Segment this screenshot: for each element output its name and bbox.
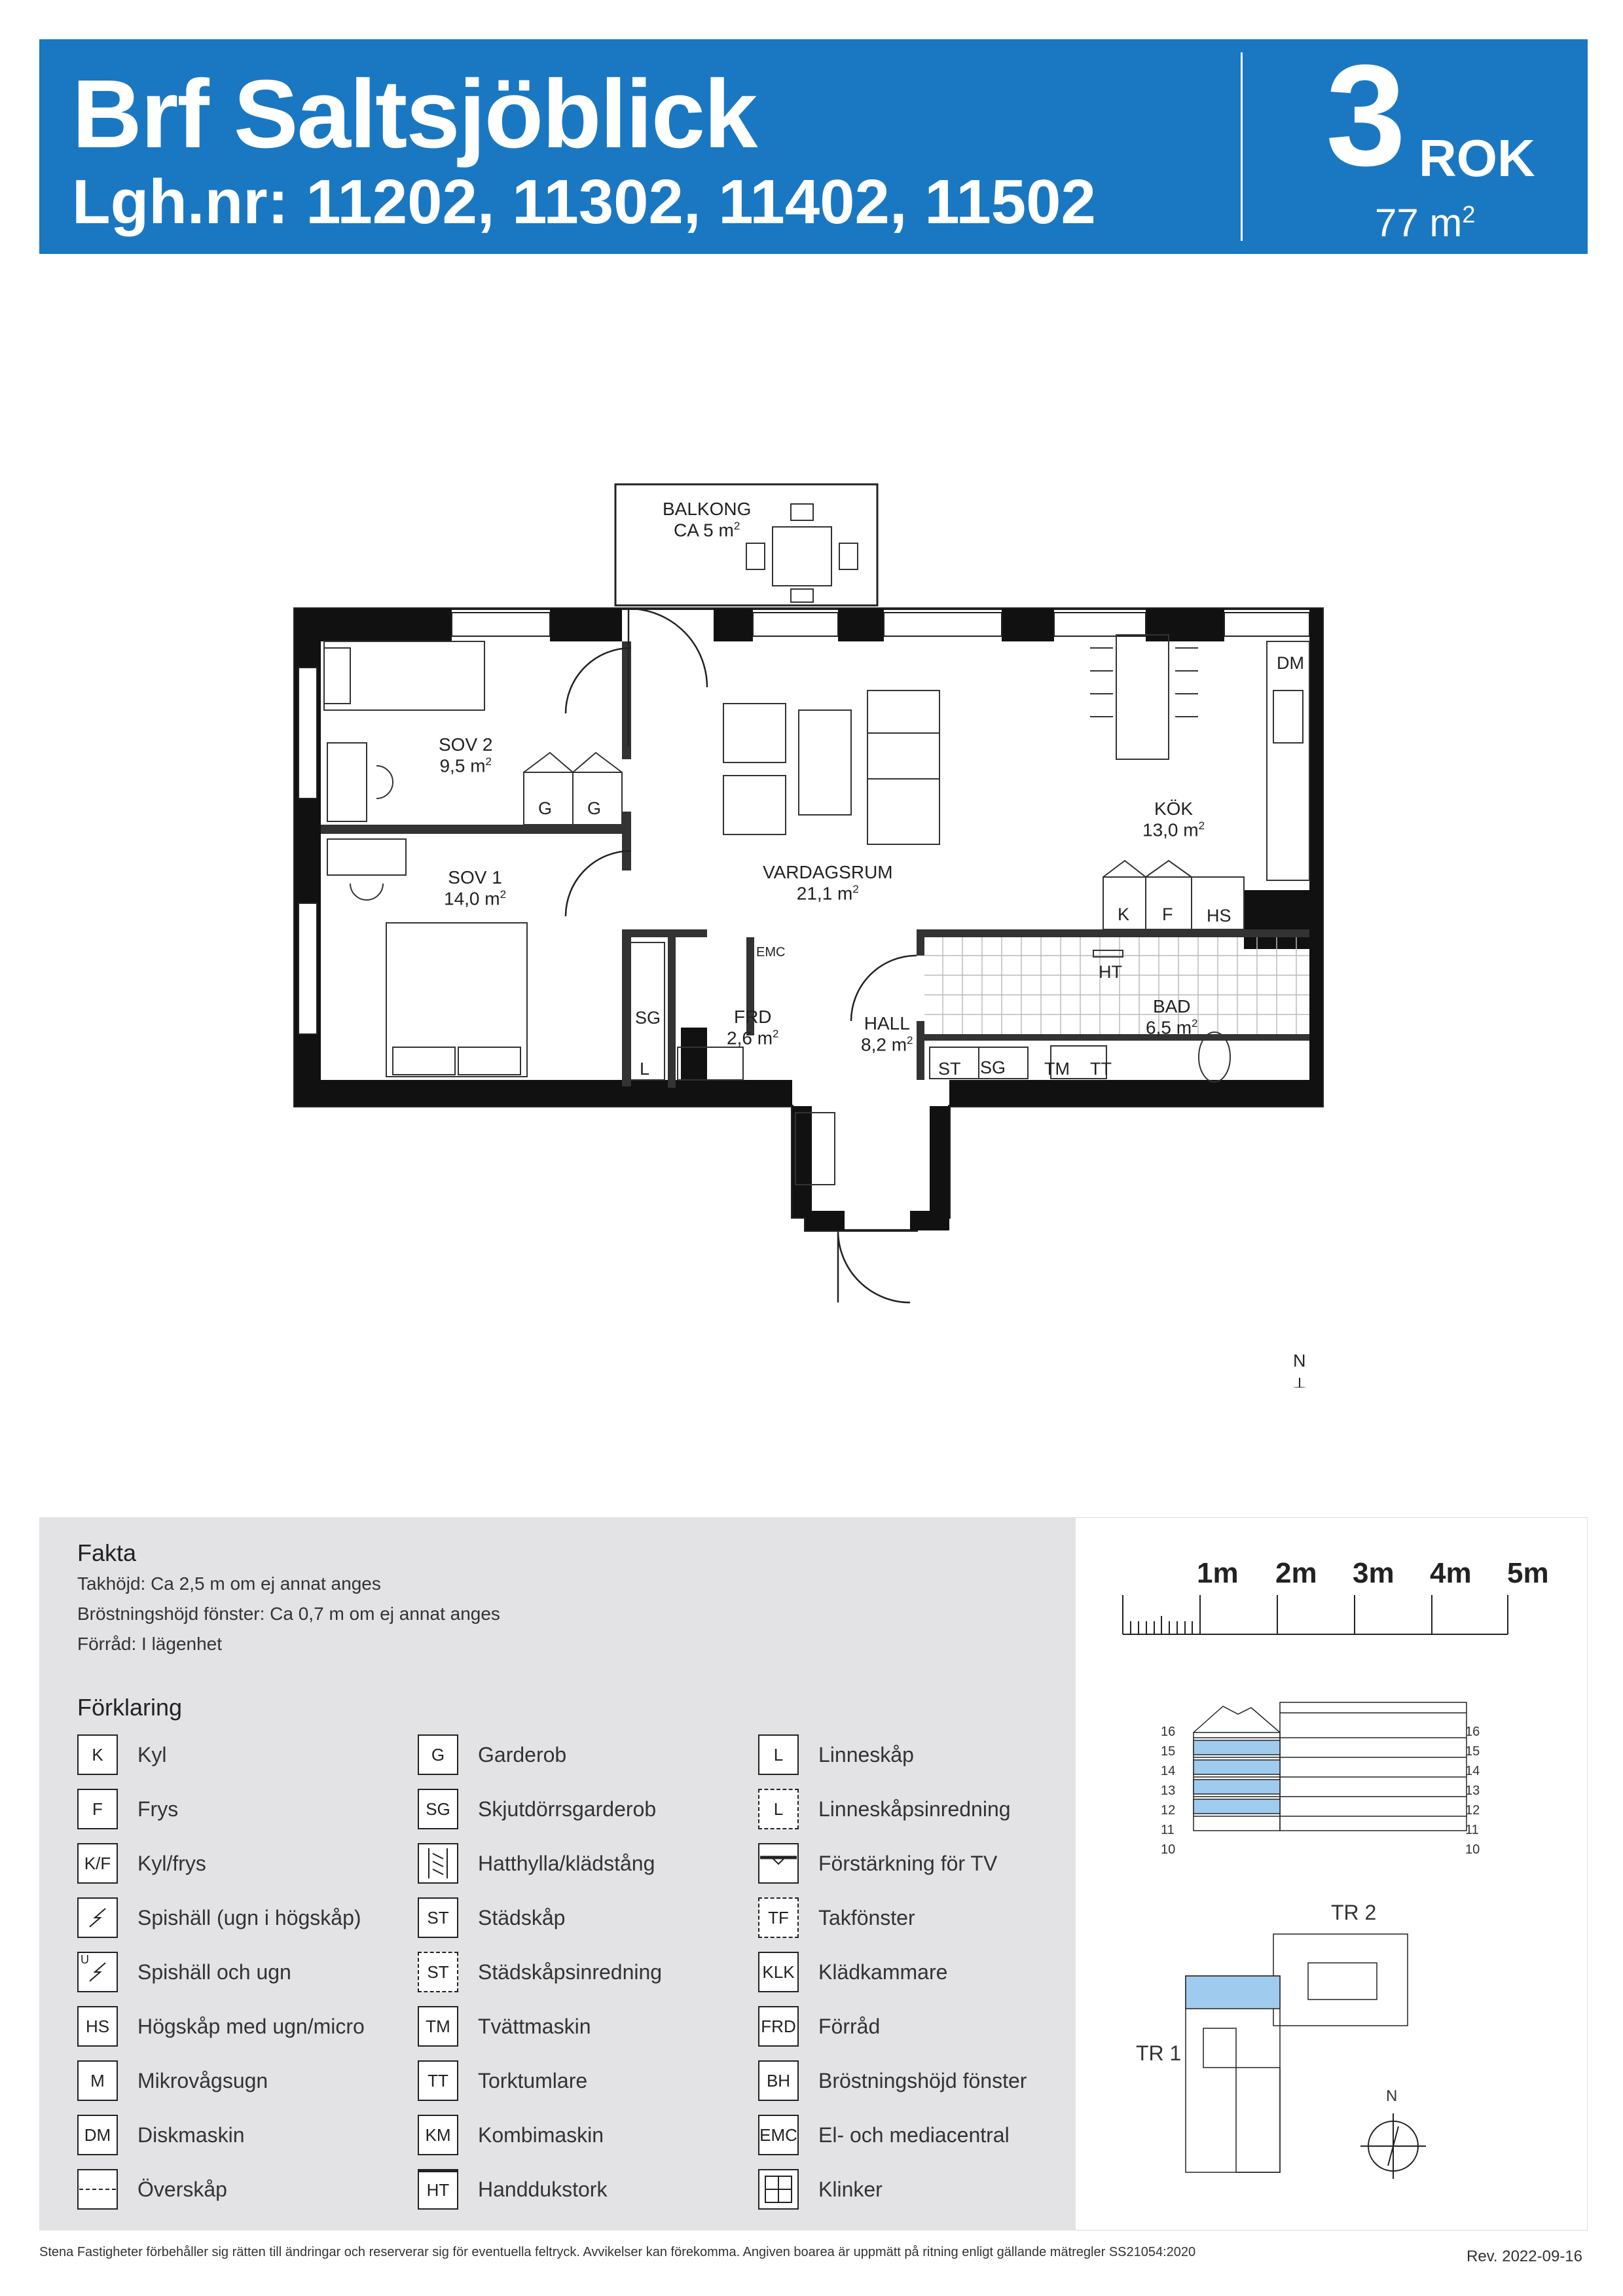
- tag-sg-hall: SG: [980, 1058, 1006, 1077]
- floor-num-11-right: 11: [1465, 1823, 1479, 1837]
- legend-item-hogskap: HS Högskåp med ugn/micro: [77, 2006, 365, 2047]
- door-sov2: [566, 648, 631, 713]
- floor-num-10-right: 10: [1465, 1842, 1480, 1857]
- tag-f: F: [1162, 905, 1173, 924]
- stove-oven-icon: U: [77, 1952, 118, 1992]
- balcony-door: [629, 609, 707, 746]
- north-wall-f: [1146, 609, 1224, 641]
- legend-item-torktumlare: TT Torktumlare: [418, 2060, 587, 2101]
- tag-hs: HS: [1207, 906, 1231, 925]
- wall-sov1-east: [622, 929, 631, 1086]
- legend-item-kyl: K Kyl: [77, 1734, 166, 1775]
- plan-north-label: N: [1293, 1351, 1306, 1371]
- legend-item-kladkammare: KLK Klädkammare: [758, 1952, 947, 1992]
- tag-tm: TM: [1044, 1059, 1070, 1079]
- tag-g-1: G: [538, 798, 553, 818]
- kitchen-counter: [1267, 641, 1309, 880]
- legend-item-stadskapsinredning: ST Städskåpsinredning: [418, 1952, 662, 1992]
- fakta-heading: Fakta: [77, 1539, 137, 1566]
- scale-label-4m: 4m: [1430, 1557, 1472, 1589]
- key-plan-highlight: [1186, 1976, 1280, 2009]
- floor-num-16-left: 16: [1161, 1725, 1176, 1739]
- label-balkong: BALKONG CA 5 $m^2$: [663, 499, 752, 541]
- kitchen-sink: [1273, 691, 1303, 743]
- wall-bad-north: [917, 929, 1309, 937]
- window-vardag-2: [884, 613, 1002, 636]
- legend-item-garderob: G Garderob: [418, 1734, 566, 1775]
- legend-item-tv: Förstärkning för TV: [758, 1843, 997, 1884]
- legend-item-kylfrys: K/F Kyl/frys: [77, 1843, 206, 1884]
- north-wall-e: [1002, 609, 1054, 641]
- legend-item-spishall: Spishäll (ugn i högskåp): [77, 1897, 361, 1938]
- window-kok-2: [1224, 613, 1309, 636]
- legend-item-tvattmaskin: TM Tvättmaskin: [418, 2006, 591, 2047]
- tag-k: K: [1118, 905, 1130, 924]
- window-kok: [1054, 613, 1146, 636]
- legend-heading: Förklaring: [77, 1694, 183, 1721]
- label-vardagsrum: VARDAGSRUM 21,1 $m^2$: [763, 862, 893, 904]
- floor-num-12-right: 12: [1465, 1803, 1480, 1818]
- south-wall-east: [949, 1080, 1322, 1106]
- bed-sov1: [386, 923, 527, 1077]
- scale-label-5m: 5m: [1507, 1557, 1549, 1589]
- fakta-storage: Förråd: I lägenhet: [77, 1634, 223, 1654]
- north-wall-c: [714, 609, 753, 641]
- window-sov2-west: [299, 668, 317, 798]
- armchair-1: [723, 704, 786, 762]
- floor-num-11-left: 11: [1161, 1823, 1175, 1837]
- floor-plan: [262, 458, 1375, 1388]
- floor-num-15-left: 15: [1161, 1744, 1176, 1759]
- apartment-area: 77 $m^2$: [1375, 201, 1476, 245]
- hall-wall-east: [930, 1106, 949, 1217]
- dining-table: [1116, 635, 1169, 759]
- tag-dm: DM: [1277, 653, 1304, 673]
- label-sov1: SOV 1 14,0 $m^2$: [444, 867, 507, 909]
- wall-frd-north: [622, 929, 707, 937]
- tv-reinforcement-icon: [758, 1843, 799, 1884]
- legend-item-klinker: Klinker: [758, 2169, 883, 2210]
- legend-item-linneskapsinredning: L Linneskåpsinredning: [758, 1789, 1011, 1829]
- legend-item-emc: EMC El- och mediacentral: [758, 2115, 1010, 2155]
- floor-num-13-left: 13: [1161, 1784, 1176, 1798]
- entrance-wall-right: [910, 1211, 949, 1230]
- legend-item-takfonster: TF Takfönster: [758, 1897, 915, 1938]
- hall-column: [681, 1028, 707, 1086]
- key-plan: [1186, 1934, 1408, 2172]
- sofa: [867, 691, 939, 844]
- fakta-window: Bröstningshöjd fönster: Ca 0,7 m om ej annat anges: [77, 1604, 500, 1624]
- wall-frd-east: [668, 937, 676, 1088]
- coffee-table: [799, 710, 851, 815]
- apartment-numbers: Lgh.nr: 11202, 11302, 11402, 11502: [72, 167, 1096, 237]
- entrance-wall-left: [805, 1211, 845, 1230]
- tag-g-2: G: [587, 798, 602, 818]
- legend-item-brostningshojd: BH Bröstningshöjd fönster: [758, 2060, 1027, 2101]
- legend-item-kombimaskin: KM Kombimaskin: [418, 2115, 604, 2155]
- disclaimer: Stena Fastigheter förbehåller sig rätten till ändringar och reserverar sig för eventuella feltryck. Avvikelser kan förekomma. Angiven boarea är uppmätt på ritning enligt gällande mätregler SS21054:2020: [39, 2245, 1196, 2259]
- legend-item-stadskap: ST Städskåp: [418, 1897, 565, 1938]
- key-compass-icon: [1360, 2113, 1426, 2179]
- tag-emc: EMC: [756, 945, 786, 960]
- wall-stub: [295, 812, 321, 864]
- legend-item-diskmaskin: DM Diskmaskin: [77, 2115, 245, 2155]
- wall-bad-west-a: [917, 929, 924, 956]
- scale-bar: [1123, 1595, 1508, 1634]
- tag-ht: HT: [1099, 962, 1122, 982]
- legend-item-spishall-ugn: U Spishäll och ugn: [77, 1952, 291, 1992]
- label-bad: BAD 6,5 $m^2$: [1146, 996, 1198, 1038]
- stove-icon: [77, 1897, 118, 1938]
- scale-label-3m: 3m: [1353, 1557, 1395, 1589]
- legend-item-forrad: FRD Förråd: [758, 2006, 880, 2047]
- location-panel: [1076, 1517, 1588, 2231]
- wall-sov2-vardag-a: [622, 641, 631, 759]
- north-wall-a: [295, 609, 452, 641]
- north-wall-d: [838, 609, 884, 641]
- entrance-door: [838, 1230, 910, 1302]
- floor-num-16-right: 16: [1465, 1725, 1480, 1739]
- label-frd: FRD 2,6 $m^2$: [727, 1007, 779, 1049]
- hat-shelf-icon: [418, 1843, 458, 1884]
- header-banner: [39, 35, 1588, 254]
- door-sov1: [566, 851, 631, 916]
- fakta-ceiling: Takhöjd: Ca 2,5 m om ej annat anges: [77, 1573, 381, 1594]
- floor-num-10-left: 10: [1161, 1842, 1176, 1857]
- legend-item-frys: F Frys: [77, 1789, 178, 1829]
- legend-item-handdukstork: HT Handdukstork: [418, 2169, 607, 2210]
- desk-sov2: [327, 743, 367, 821]
- floor-num-14-right: 14: [1465, 1764, 1480, 1778]
- bad-tile-grid: [924, 937, 1309, 1034]
- label-kok: KÖK 13,0 $m^2$: [1142, 798, 1205, 840]
- label-tr2: TR 2: [1331, 1901, 1377, 1924]
- dashed-line-icon: [77, 2169, 118, 2210]
- key-north-label: N: [1386, 2087, 1398, 2105]
- north-wall-b: [550, 609, 622, 641]
- label-tr1: TR 1: [1136, 2041, 1182, 2065]
- door-bad: [851, 956, 917, 1021]
- window-sov2: [452, 613, 550, 636]
- legend-item-overskap: Överskåp: [77, 2169, 227, 2210]
- east-wall: [1309, 609, 1322, 1106]
- project-title: Brf Saltsjöblick: [72, 60, 757, 168]
- balcony-table: [773, 527, 831, 586]
- wall-sov2-vardag-b: [622, 812, 631, 870]
- tag-st: ST: [938, 1059, 961, 1079]
- legend-panel: [39, 1517, 1076, 2231]
- tag-l: L: [640, 1059, 650, 1079]
- bad-fixture-line: [917, 1034, 1309, 1041]
- south-wall-west: [295, 1080, 792, 1106]
- floor-num-12-left: 12: [1161, 1803, 1176, 1818]
- floor-num-15-right: 15: [1465, 1744, 1480, 1759]
- label-hall: HALL 8,2 $m^2$: [861, 1013, 913, 1055]
- header-divider: [1241, 52, 1243, 241]
- revision-date: Rev. 2022-09-16: [1467, 2248, 1582, 2265]
- tile-grid-icon: [758, 2169, 799, 2210]
- floor-num-13-right: 13: [1465, 1784, 1480, 1798]
- wall-sov2-sov1: [321, 825, 629, 834]
- legend-item-linneskap: L Linneskåp: [758, 1734, 914, 1775]
- shaft: [1244, 890, 1316, 949]
- plan-compass-icon: [1250, 1378, 1349, 1388]
- scale-label-2m: 2m: [1275, 1557, 1317, 1589]
- armchair-2: [723, 776, 786, 834]
- rooms-suffix: ROK: [1419, 129, 1535, 187]
- bed-sov2: [324, 641, 484, 710]
- window-sov1-west: [299, 903, 317, 1034]
- tag-sg: SG: [635, 1008, 661, 1028]
- label-sov2: SOV 2 9,5 $m^2$: [439, 734, 493, 776]
- legend-item-skjutdorr: SG Skjutdörrsgarderob: [418, 1789, 656, 1829]
- rooms-count: 3: [1326, 35, 1406, 196]
- window-vardag: [753, 613, 838, 636]
- scale-label-1m: 1m: [1197, 1557, 1239, 1589]
- location-drawings: [1076, 1518, 1588, 2231]
- floor-num-14-left: 14: [1161, 1764, 1176, 1778]
- wall-bad-west-b: [917, 1021, 924, 1080]
- legend-item-mikro: M Mikrovågsugn: [77, 2060, 268, 2101]
- legend-item-hatthylla: Hatthylla/klädstång: [418, 1843, 655, 1884]
- desk-sov1: [327, 839, 406, 875]
- tag-tt: TT: [1090, 1059, 1112, 1079]
